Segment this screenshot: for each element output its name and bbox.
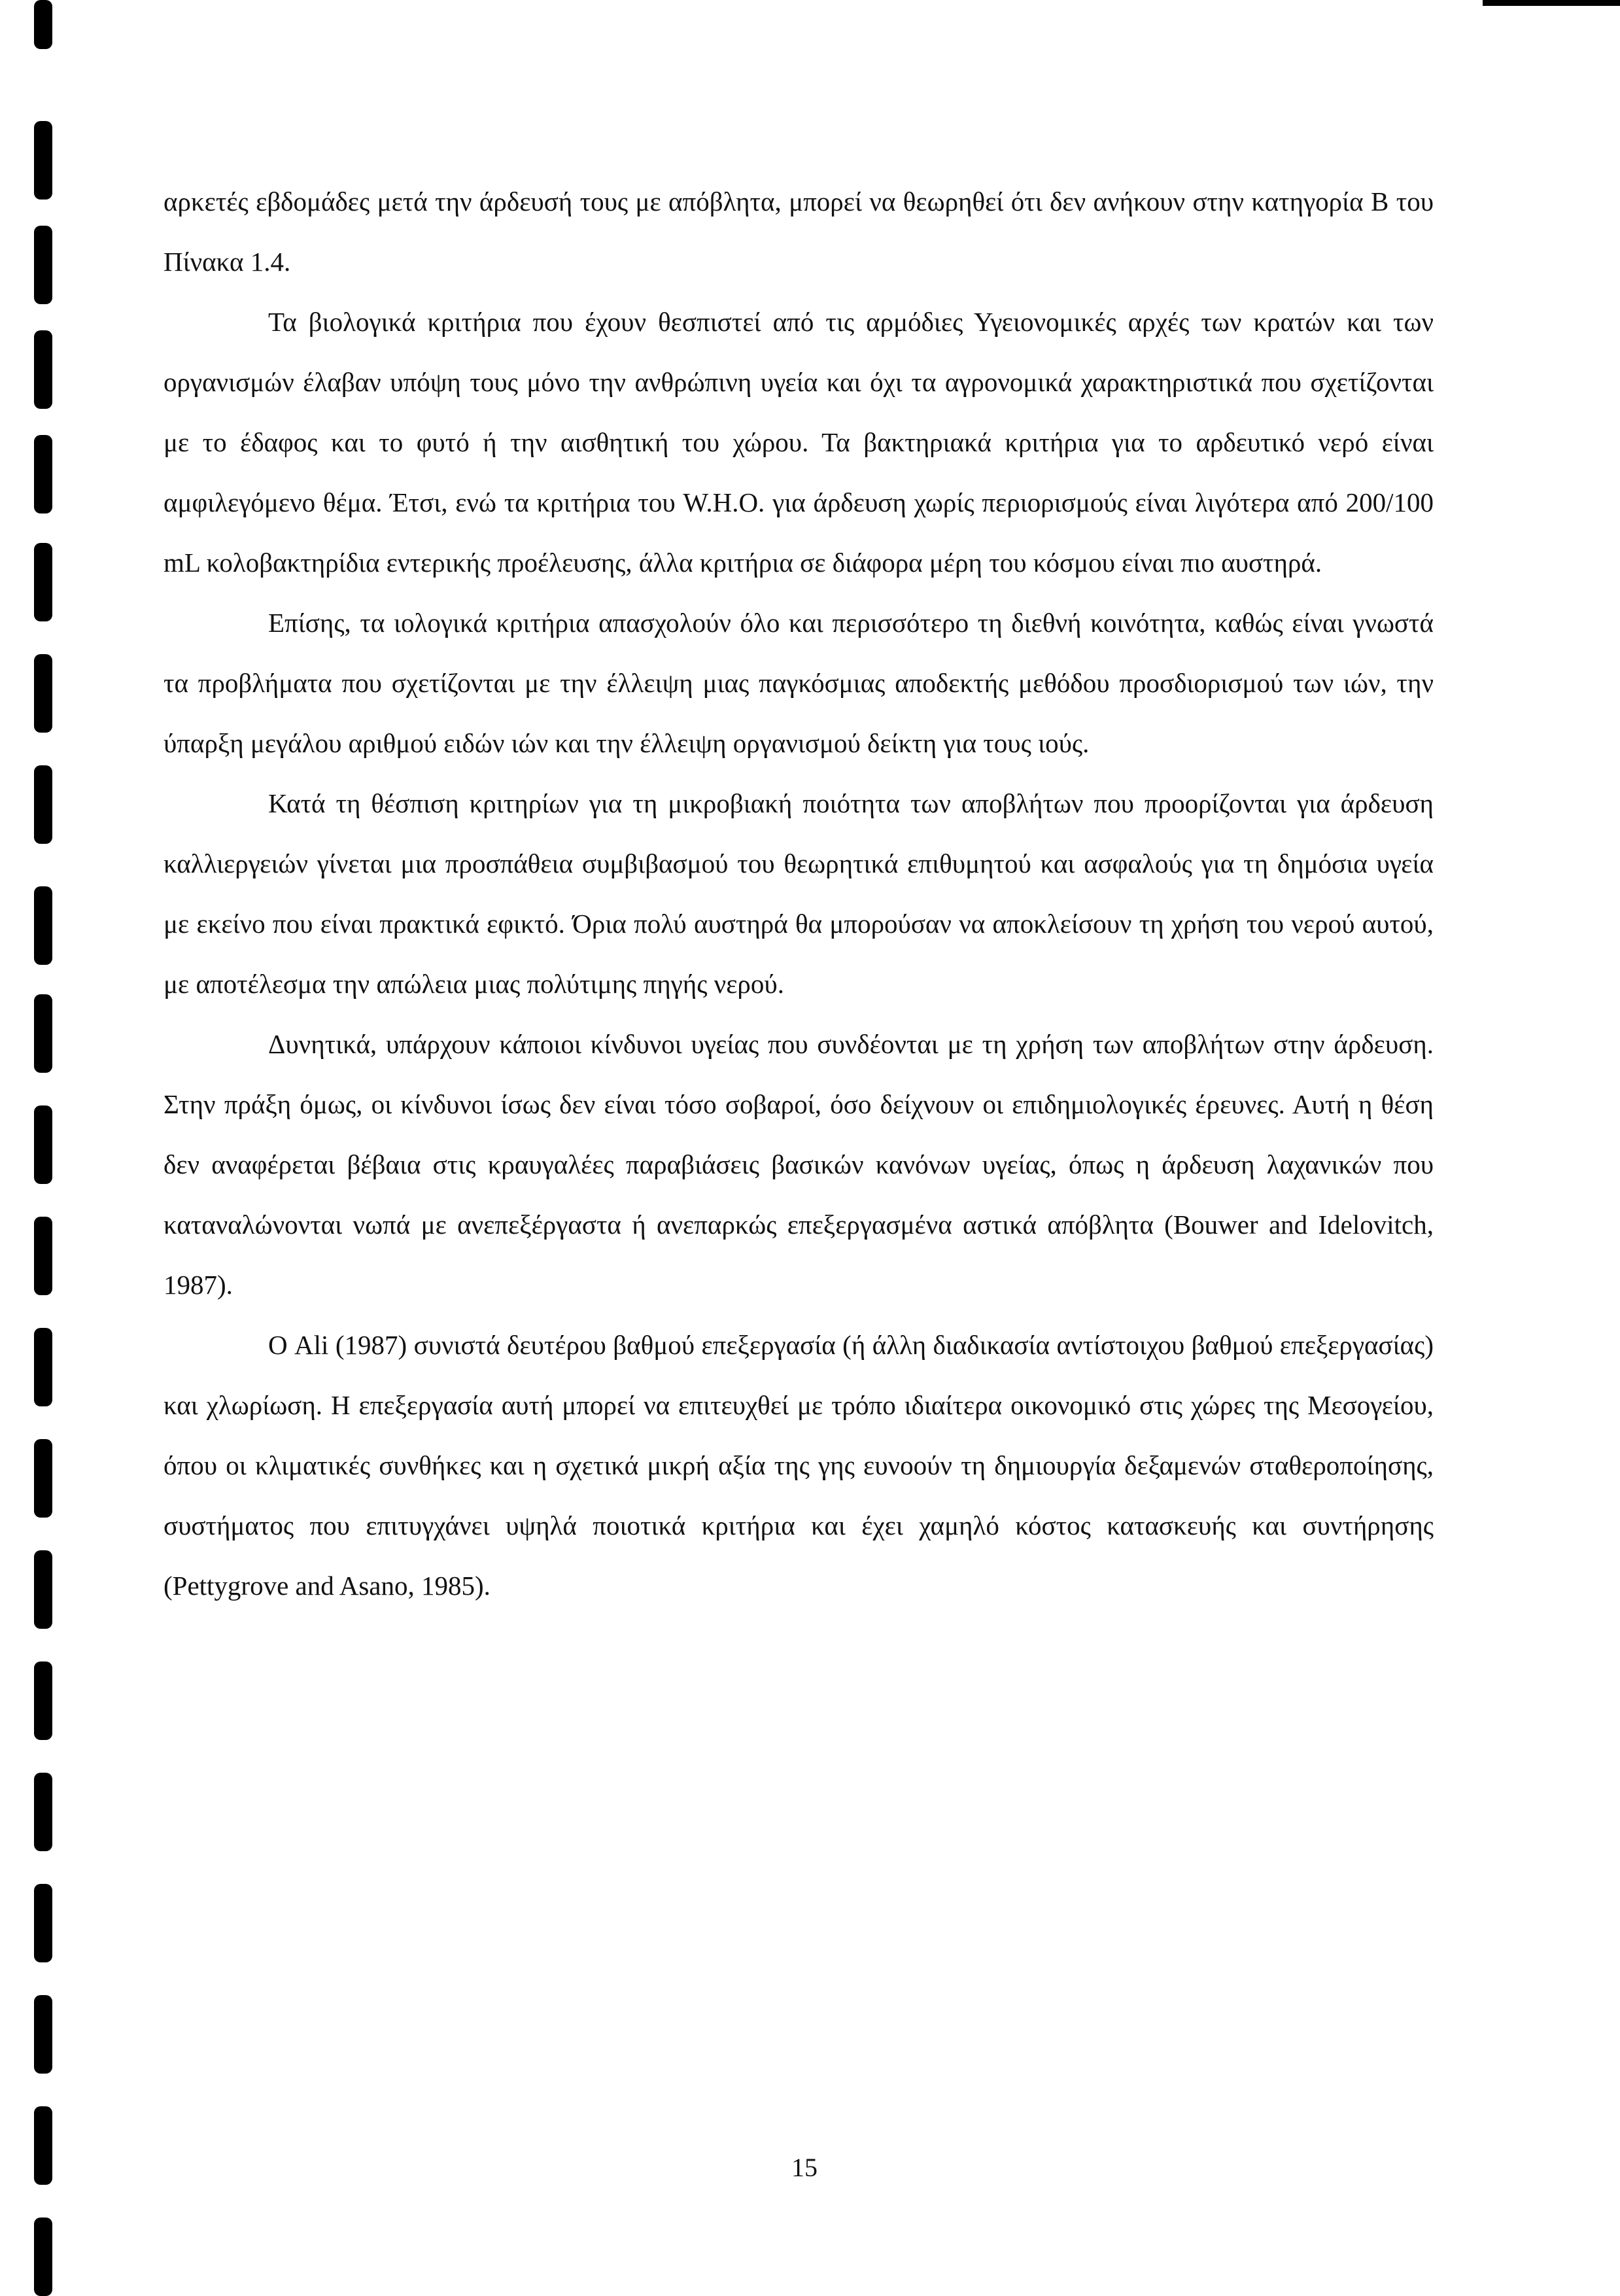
binder-hole [34,886,52,965]
paragraph-microbial-quality: Κατά τη θέσπιση κριτηρίων για τη μικροβιακή ποιότητα των αποβλήτων που προορίζονται για άρδευση καλλιεργειών γίνεται μια προσπάθεια συμβιβασμού του θεωρητικά επιθυμητού και ασφαλούς για τη δημόσια υγεία με εκείνο που είναι πρακτικά εφικτό. Όρια πολύ αυστηρά θα μπορούσαν να αποκλείσουν τη χρήση του νερού αυτού, με αποτέλεσμα την απώλεια μιας πολύτιμης πηγής νερού. [164,788,1434,999]
binder-hole [34,1328,52,1406]
binder-hole [34,1884,52,1962]
binder-hole [34,121,52,200]
binder-hole [34,435,52,513]
binder-hole [34,330,52,409]
binder-hole [34,1217,52,1295]
binder-hole [34,2106,52,2185]
document-body [164,171,1434,1616]
binder-hole [34,543,52,621]
paragraph-viral-criteria: Επίσης, τα ιολογικά κριτήρια απασχολούν όλο και περισσότερο τη διεθνή κοινότητα, καθώς είναι γνωστά τα προβλήματα που σχετίζονται με την έλλειψη μιας παγκόσμιας αποδεκτής μεθόδου προσδιορισμού των ιών, την ύπαρξη μεγάλου αριθμού ειδών ιών και την έλλειψη οργανισμού δείκτη για τους ιούς. [164,608,1434,758]
binder-hole [34,1773,52,1851]
binder-hole [34,654,52,733]
paragraph-health-risks: Δυνητικά, υπάρχουν κάποιοι κίνδυνοι υγείας που συνδέονται με τη χρήση των αποβλήτων στην άρδευση. Στην πράξη όμως, οι κίνδυνοι ίσως δεν είναι τόσο σοβαροί, όσο δείχνουν οι επιδημιολογικές έρευνες. Αυτή η θέση δεν αναφέρεται βέβαια στις κραυγαλέες παραβιάσεις βασικών κανόνων υγείας, όπως η άρδευση λαχανικών που καταναλώνονται νωπά με ανεπεξέργαστα ή ανεπαρκώς επεξεργασμένα αστικά απόβλητα (Bouwer and Idelovitch, 1987). [164,1029,1434,1300]
binder-hole [34,0,52,49]
scan-edge-bar [1483,0,1620,6]
binder-hole [34,1439,52,1518]
binder-hole [34,994,52,1073]
page-number: 15 [791,2153,818,2182]
binder-hole [34,226,52,304]
paragraph-biological-criteria: Τα βιολογικά κριτήρια που έχουν θεσπιστεί από τις αρμόδιες Υγειονομικές αρχές των κρατών και των οργανισμών έλαβαν υπόψη τους μόνο την ανθρώπινη υγεία και όχι τα αγρονομικά χαρακτηριστικά που σχετίζονται με το έδαφος και το φυτό ή την αισθητική του χώρου. Τα βακτηριακά κριτήρια για το αρδευτικό νερό είναι αμφιλεγόμενο θέμα. Έτσι, ενώ τα κριτήρια του W.H.O. για άρδευση χωρίς περιορισμούς είναι λιγότερα από 200/100 mL κολοβακτηρίδια εντερικής προέλευσης, άλλα κριτήρια σε διάφορα μέρη του κόσμου είναι πιο αυστηρά. [164,307,1434,578]
paragraph-ali-treatment: Ο Ali (1987) συνιστά δευτέρου βαθμού επεξεργασία (ή άλλη διαδικασία αντίστοιχου βαθμού επεξεργασίας) και χλωρίωση. Η επεξεργασία αυτή μπορεί να επιτευχθεί με τρόπο ιδιαίτερα οικονομικό στις χώρες της Μεσογείου, όπου οι κλιματικές συνθήκες και η σχετικά μικρή αξία της γης ευνοούν τη δημιουργία δεξαμενών σταθεροποίησης, συστήματος που επιτυγχάνει υψηλά ποιοτικά κριτήρια και έχει χαμηλό κόστος κατασκευής και συντήρησης (Pettygrove and Asano, 1985). [164,1330,1434,1601]
binder-hole [34,2218,52,2296]
binder-hole [34,765,52,844]
binder-hole [34,1105,52,1184]
paragraph-continuation: αρκετές εβδομάδες μετά την άρδευσή τους με απόβλητα, μπορεί να θεωρηθεί ότι δεν ανήκουν στην κατηγορία Β του Πίνακα 1.4. [164,186,1434,277]
binder-holes [0,0,78,2293]
binder-hole [34,1661,52,1740]
binder-hole [34,1550,52,1629]
binder-hole [34,1995,52,2074]
